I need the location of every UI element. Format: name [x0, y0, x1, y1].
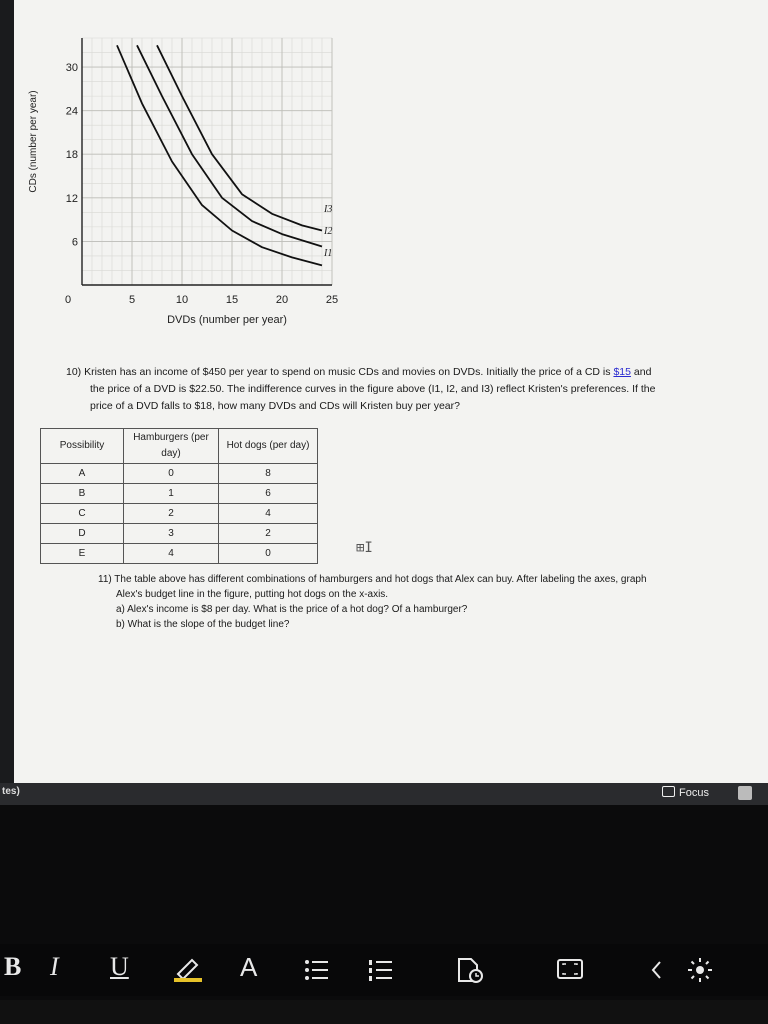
q11-line1: 11) The table above has different combinations of hamburgers and hot dogs that Alex can buy. After labeling the axes, graph: [98, 574, 647, 585]
question-10: [66, 364, 736, 415]
q10-line1: 10) Kristen has an income of $450 per year to spend on music CDs and movies on DVDs. Initially the price of a CD is: [66, 366, 614, 378]
q10-line1-end: and: [630, 366, 652, 378]
q11-part-b: b) What is the slope of the budget line?: [116, 619, 290, 630]
underline-button[interactable]: U: [110, 952, 129, 981]
question-11: [98, 572, 738, 632]
y-tick-label: 12: [65, 192, 78, 205]
x-tick-label: 0: [64, 294, 72, 306]
header-hamburgers: Hamburgers (per day): [124, 429, 219, 464]
q10-line2: the price of a DVD is $22.50. The indifference curves in the figure above (I1, I2, and I3) reflect Kristen's preferences. If the: [90, 383, 656, 395]
cd-price: $15: [613, 366, 631, 378]
cell-possibility: C: [41, 504, 124, 524]
status-bar: [0, 783, 768, 805]
header-hotdogs: Hot dogs (per day): [219, 429, 318, 464]
y-tick-label: 30: [65, 62, 78, 75]
x-axis-label: DVDs (number per year): [167, 314, 287, 326]
x-tick-label: 10: [175, 294, 189, 306]
curve-label: I1: [324, 248, 333, 259]
cell-hamburgers: 3: [124, 524, 219, 544]
x-tick-label: 20: [275, 294, 289, 306]
brightness-icon[interactable]: [686, 956, 714, 984]
q11-part-a: a) Alex's income is $8 per day. What is the price of a hot dog? Of a hamburger?: [116, 604, 468, 615]
highlighter-icon[interactable]: [170, 956, 206, 982]
y-tick-label: 18: [65, 149, 78, 162]
y-tick-label: 6: [71, 236, 78, 249]
curve-label: I2: [324, 226, 333, 237]
touch-bar: [0, 944, 768, 996]
insert-date-icon[interactable]: [456, 956, 486, 984]
cell-hamburgers: 4: [124, 544, 219, 564]
cell-hamburgers: 2: [124, 504, 219, 524]
table-header-row: [41, 429, 318, 464]
table-row: [41, 464, 318, 484]
laptop-case: [0, 1000, 768, 1024]
cell-hotdogs: 2: [219, 524, 318, 544]
table-row: [41, 504, 318, 524]
cell-hamburgers: 0: [124, 464, 219, 484]
font-color-button[interactable]: A: [240, 952, 258, 982]
layout-icon[interactable]: [738, 786, 752, 800]
indifference-curve-chart: [14, 0, 414, 340]
curve-label: I3: [324, 204, 333, 215]
x-tick-label: 25: [325, 294, 339, 306]
cell-hotdogs: 8: [219, 464, 318, 484]
focus-icon: [662, 786, 675, 797]
x-tick-label: 5: [128, 294, 136, 306]
q11-line2: Alex's budget line in the figure, putting hot dogs on the x-axis.: [116, 589, 389, 600]
y-tick-label: 24: [65, 105, 78, 118]
bullet-list-icon[interactable]: [304, 958, 330, 982]
possibility-table: [40, 428, 318, 564]
cell-possibility: D: [41, 524, 124, 544]
cell-hotdogs: 6: [219, 484, 318, 504]
x-tick-label: 15: [225, 294, 239, 306]
focus-button[interactable]: [662, 786, 709, 799]
cell-possibility: A: [41, 464, 124, 484]
document-page: [14, 0, 768, 783]
q10-line3: price of a DVD falls to $18, how many DVDs and CDs will Kristen buy per year?: [90, 400, 460, 412]
table-row: [41, 544, 318, 564]
chevron-left-icon[interactable]: [650, 960, 664, 980]
y-axis-label: CDs (number per year): [28, 90, 39, 193]
status-left-text: tes): [2, 786, 20, 797]
indifference-curve-i1: [117, 45, 322, 265]
table-row: [41, 484, 318, 504]
cell-hotdogs: 0: [219, 544, 318, 564]
bold-button[interactable]: B: [4, 952, 22, 981]
cell-hamburgers: 1: [124, 484, 219, 504]
cell-possibility: B: [41, 484, 124, 504]
header-possibility: Possibility: [41, 429, 124, 464]
text-cursor-icon: ⊞I: [356, 540, 373, 556]
cell-possibility: E: [41, 544, 124, 564]
numbered-list-icon[interactable]: [368, 958, 394, 982]
italic-button[interactable]: I: [50, 952, 59, 981]
cell-hotdogs: 4: [219, 504, 318, 524]
table-row: [41, 524, 318, 544]
focus-label: Focus: [679, 787, 709, 799]
fullscreen-icon[interactable]: [556, 958, 584, 980]
